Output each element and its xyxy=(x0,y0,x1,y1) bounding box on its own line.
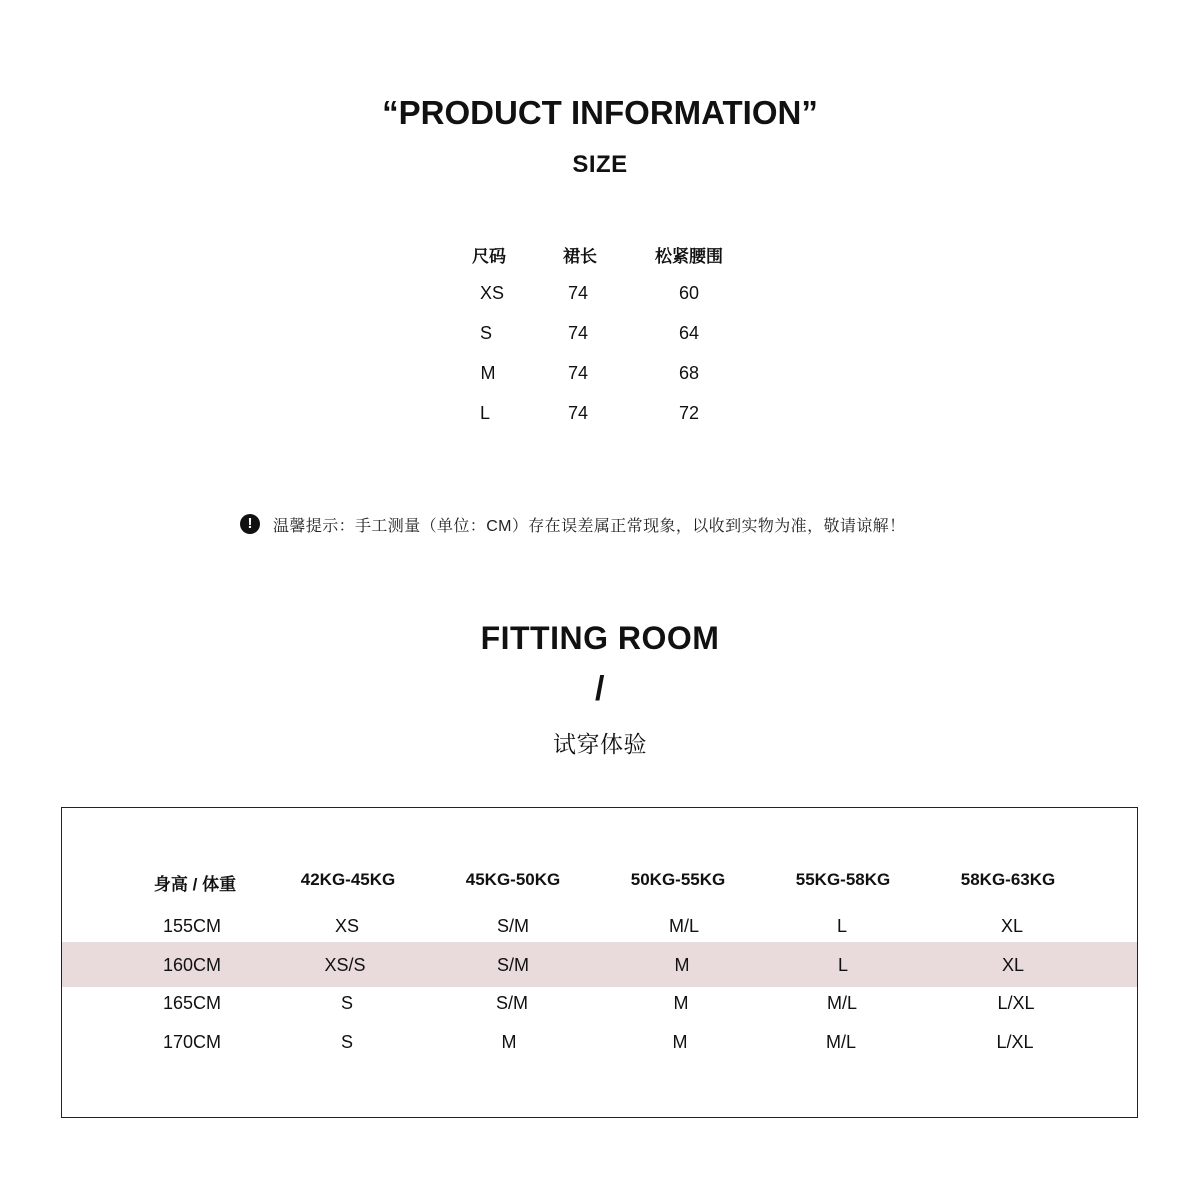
table-row xyxy=(0,323,1200,353)
waist-cell: 64 xyxy=(678,323,700,343)
size-cell: M xyxy=(480,363,496,383)
size-header-waist: 松紧腰围 xyxy=(655,247,723,266)
size-cell: M/L xyxy=(826,993,858,1013)
height-cell: 170CM xyxy=(162,1032,222,1052)
header-weight-range: 42KG-45KG xyxy=(300,870,396,889)
table-row xyxy=(1,1032,1200,1058)
size-cell: S/M xyxy=(496,916,530,936)
notice-text: 温馨提示：手工测量（单位：CM）存在误差属正常现象，以收到实物为准，敬请谅解！ xyxy=(273,517,906,535)
size-cell: S xyxy=(340,1032,354,1052)
size-cell: L/XL xyxy=(997,993,1035,1013)
header-weight-range: 58KG-63KG xyxy=(960,870,1056,889)
size-cell: S xyxy=(340,993,354,1013)
size-cell: M xyxy=(501,1032,517,1052)
size-cell: S/M xyxy=(496,955,530,975)
size-table-header xyxy=(0,242,1200,272)
size-cell: L xyxy=(836,916,848,936)
table-row xyxy=(0,283,1200,313)
size-header-size: 尺码 xyxy=(472,247,506,266)
size-cell: M xyxy=(673,993,689,1013)
waist-cell: 68 xyxy=(678,363,700,383)
page-title: “PRODUCT INFORMATION” xyxy=(382,94,818,131)
size-cell: L xyxy=(479,403,491,423)
height-cell: 155CM xyxy=(162,916,222,936)
table-row-highlighted xyxy=(1,955,1200,981)
table-row xyxy=(1,916,1200,942)
size-cell: S xyxy=(479,323,493,343)
table-row xyxy=(0,363,1200,393)
size-cell: XS xyxy=(334,916,360,936)
measurement-notice xyxy=(240,511,905,537)
height-cell: 165CM xyxy=(162,993,222,1013)
length-cell: 74 xyxy=(567,403,589,423)
size-cell: M xyxy=(672,1032,688,1052)
size-cell: M/L xyxy=(825,1032,857,1052)
title-separator: / xyxy=(595,670,605,708)
size-section-title: SIZE xyxy=(572,151,628,178)
size-cell: M xyxy=(674,955,690,975)
header-height-weight: 身高 / 体重 xyxy=(153,875,237,894)
length-cell: 74 xyxy=(567,323,589,343)
size-cell: L xyxy=(837,955,849,975)
exclamation-icon: ! xyxy=(240,514,260,534)
size-cell: M/L xyxy=(668,916,700,936)
fitting-room-title: FITTING ROOM xyxy=(480,620,720,656)
fitting-table-header xyxy=(1,870,1200,896)
header-weight-range: 55KG-58KG xyxy=(795,870,891,889)
length-cell: 74 xyxy=(567,363,589,383)
table-row xyxy=(0,403,1200,433)
header-weight-range: 50KG-55KG xyxy=(630,870,726,889)
waist-cell: 72 xyxy=(678,403,700,423)
size-header-length: 裙长 xyxy=(563,247,597,266)
size-cell: XS/S xyxy=(324,955,366,975)
fitting-room-subtitle: 试穿体验 xyxy=(553,731,647,757)
waist-cell: 60 xyxy=(678,283,700,303)
fitting-table xyxy=(61,807,1138,1118)
size-cell: XL xyxy=(1000,916,1024,936)
size-cell: S/M xyxy=(495,993,529,1013)
header-weight-range: 45KG-50KG xyxy=(465,870,561,889)
size-cell: XL xyxy=(1001,955,1025,975)
length-cell: 74 xyxy=(567,283,589,303)
size-cell: XS xyxy=(479,283,505,303)
size-cell: L/XL xyxy=(996,1032,1034,1052)
table-row xyxy=(1,993,1200,1019)
height-cell: 160CM xyxy=(162,955,222,975)
